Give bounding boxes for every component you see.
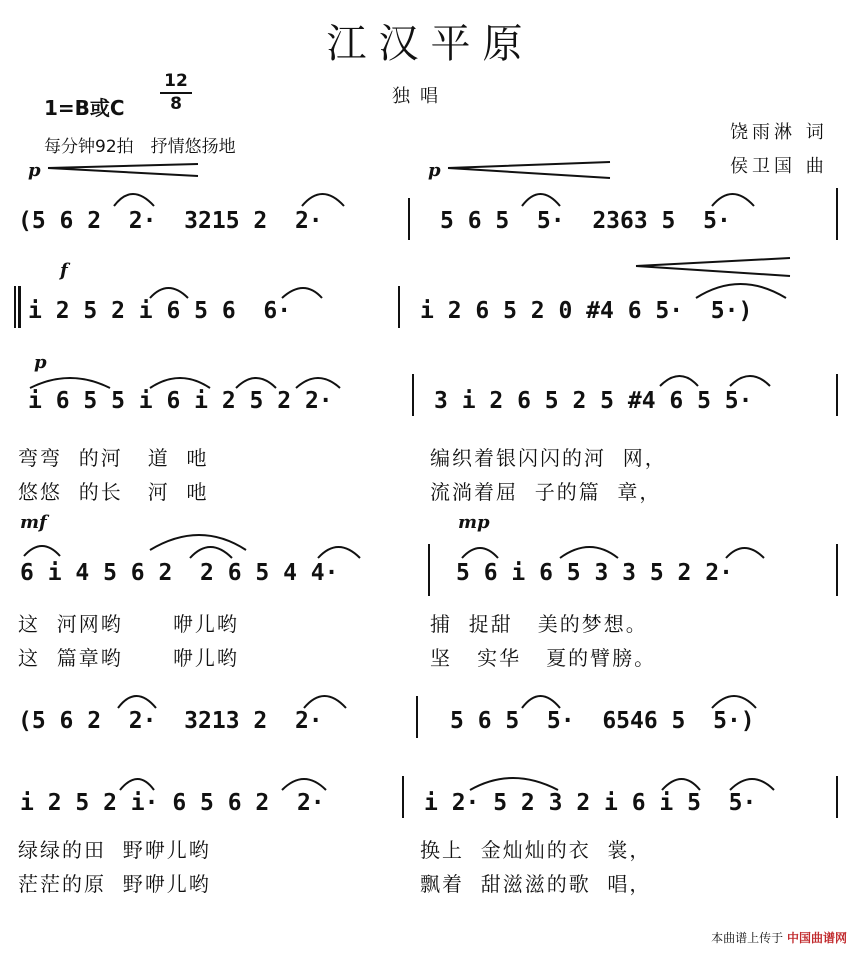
lyric-line: 坚 实华 夏的臂膀。 [430,646,657,670]
slur [304,696,346,708]
slur [318,547,360,558]
notation-line: 3 i 2 6 5 2 5 #4 6 5 5· [434,388,753,414]
time-signature-numerator: 12 [164,71,188,91]
dynamic-mark: p [428,160,441,181]
slur [696,284,786,298]
lyric-line: 弯弯 的河 道 吔 [18,446,209,470]
slur [712,696,756,708]
slur [560,547,618,558]
notation-line: i 2 6 5 2 0 #4 6 5· 5·) [420,298,753,324]
notation-line: 6 i 4 5 6 2 2 6 5 4 4· [20,560,339,586]
lyric-line: 捕 捉甜 美的梦想。 [430,612,648,636]
notation-line: 5 6 5 5· 6546 5 5·) [450,708,755,734]
lyric-line: 编织着银闪闪的河 网， [430,446,667,470]
notation-line: 5 6 i 6 5 3 3 5 2 2· [456,560,733,586]
composer-credit: 侯卫国 曲 [730,156,828,177]
tempo-marking: 每分钟92拍 抒情悠扬地 [44,137,236,157]
slur [660,376,698,386]
slur [282,288,322,298]
site-logo: 中国曲谱网 [786,931,847,945]
crescendo-hairpin [448,162,610,178]
slur [282,779,326,790]
slur [462,548,498,558]
dynamic-mark: f [60,260,68,281]
key-signature: 1=B或C [44,96,125,120]
slur [114,194,154,206]
notation-line: i 2 5 2 i· 6 5 6 2 2· [20,790,325,816]
notation-line: (5 6 2 2· 3213 2 2· [18,708,323,734]
time-signature-denominator: 8 [170,94,182,114]
lyric-line: 这 篇章哟 咿儿哟 [18,646,239,670]
crescendo-hairpin [636,258,790,276]
slur [118,696,156,708]
slur [150,378,210,388]
slur [24,546,60,556]
slur [712,194,754,206]
notation-line: i 2 5 2 i 6 5 6 6· [28,298,292,324]
lyric-line: 飘着 甜滋滋的歌 唱， [420,872,652,896]
slur [236,378,276,388]
dynamic-mark: p [28,160,41,181]
slur [190,547,232,558]
footer-credit [711,929,847,946]
notation-line: 5 6 5 5· 2363 5 5· [440,208,731,234]
slur [522,696,560,708]
dynamic-mark: mf [20,512,47,533]
dynamic-mark: mp [458,512,490,533]
slur [522,194,560,206]
lyricist-credit: 饶雨淋 词 [730,122,828,143]
slur [302,194,344,206]
performance-type: 独唱 [392,86,448,107]
notation-line: (5 6 2 2· 3215 2 2· [18,208,323,234]
slur [730,376,770,386]
crescendo-hairpin [48,164,198,176]
slur [296,378,340,388]
song-title: 江汉平原 [326,21,535,67]
footer-text: 本曲谱上传于 [711,931,784,945]
slur [150,288,188,298]
notation-line: i 2· 5 2 3 2 i 6 i 5 5· [424,790,757,816]
slur [150,535,246,550]
slur [726,548,764,558]
lyric-line: 悠悠 的长 河 吔 [18,480,209,504]
lyric-line: 绿绿的田 野咿儿哟 [18,838,211,862]
slur [470,778,558,790]
slur [730,779,774,790]
slur [30,378,110,388]
lyric-line: 这 河网哟 咿儿哟 [18,612,239,636]
lyric-line: 茫茫的原 野咿儿哟 [18,872,211,896]
slur [662,779,700,790]
slur [120,779,154,790]
lyric-line: 换上 金灿灿的衣 裳， [420,838,652,862]
dynamic-mark: p [34,352,47,373]
notation-line: i 6 5 5 i 6 i 2 5 2 2· [28,388,333,414]
lyric-line: 流淌着屈 子的篇 章， [430,480,662,504]
